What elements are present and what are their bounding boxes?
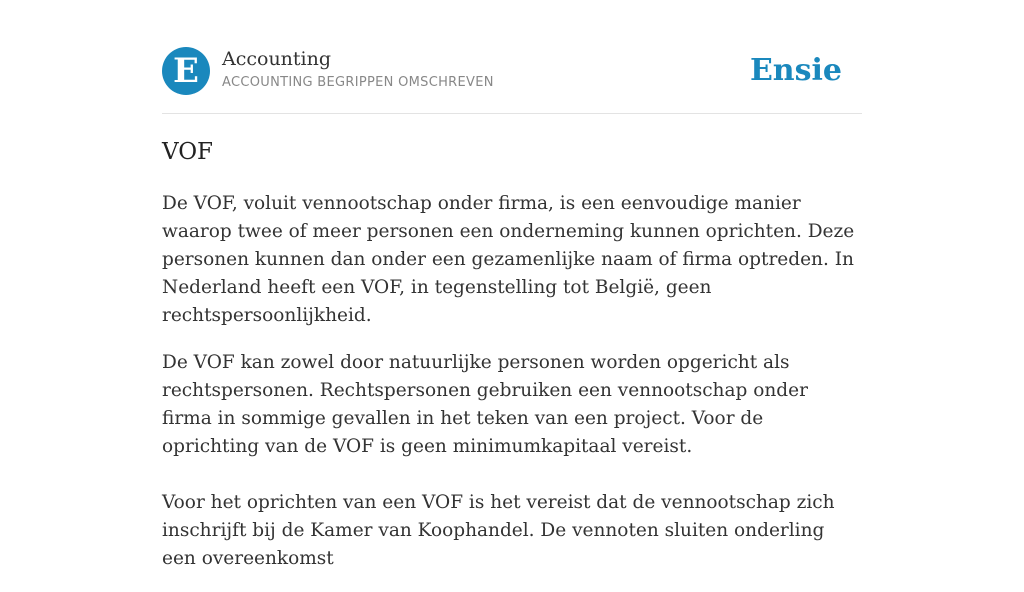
- site-logo-icon[interactable]: E: [162, 47, 210, 95]
- article-paragraph: De VOF, voluit vennootschap onder firma, is een eenvoudige manier waarop twee of meer personen een onderneming kunnen oprichten. Deze personen kunnen dan onder een gezamenlijke naam of firma optreden. In Nederland heeft een VOF, in tegenstelling tot België, geen rechtspersoonlijkheid.: [162, 193, 855, 326]
- brand-logo[interactable]: Ensie: [749, 53, 842, 88]
- article-body: [162, 190, 862, 592]
- site-header: [162, 47, 862, 113]
- article-paragraph: De VOF kan zowel door natuurlijke personen worden opgericht als rechtspersonen. Rechtspersonen gebruiken een vennootschap onder firma in sommige gevallen in het teken van een project. Voor de oprichting van de VOF is geen minimumkapitaal vereist.: [162, 352, 808, 457]
- article-title: VOF: [162, 139, 214, 165]
- site-title[interactable]: Accounting: [222, 48, 332, 70]
- header-divider: [162, 113, 862, 114]
- article-paragraph: Voor het oprichten van een VOF is het vereist dat de vennootschap zich inschrijft bij de Kamer van Koophandel. De vennoten sluiten onderling een overeenkomst: [162, 492, 835, 569]
- site-subtitle: ACCOUNTING BEGRIPPEN OMSCHREVEN: [222, 75, 494, 90]
